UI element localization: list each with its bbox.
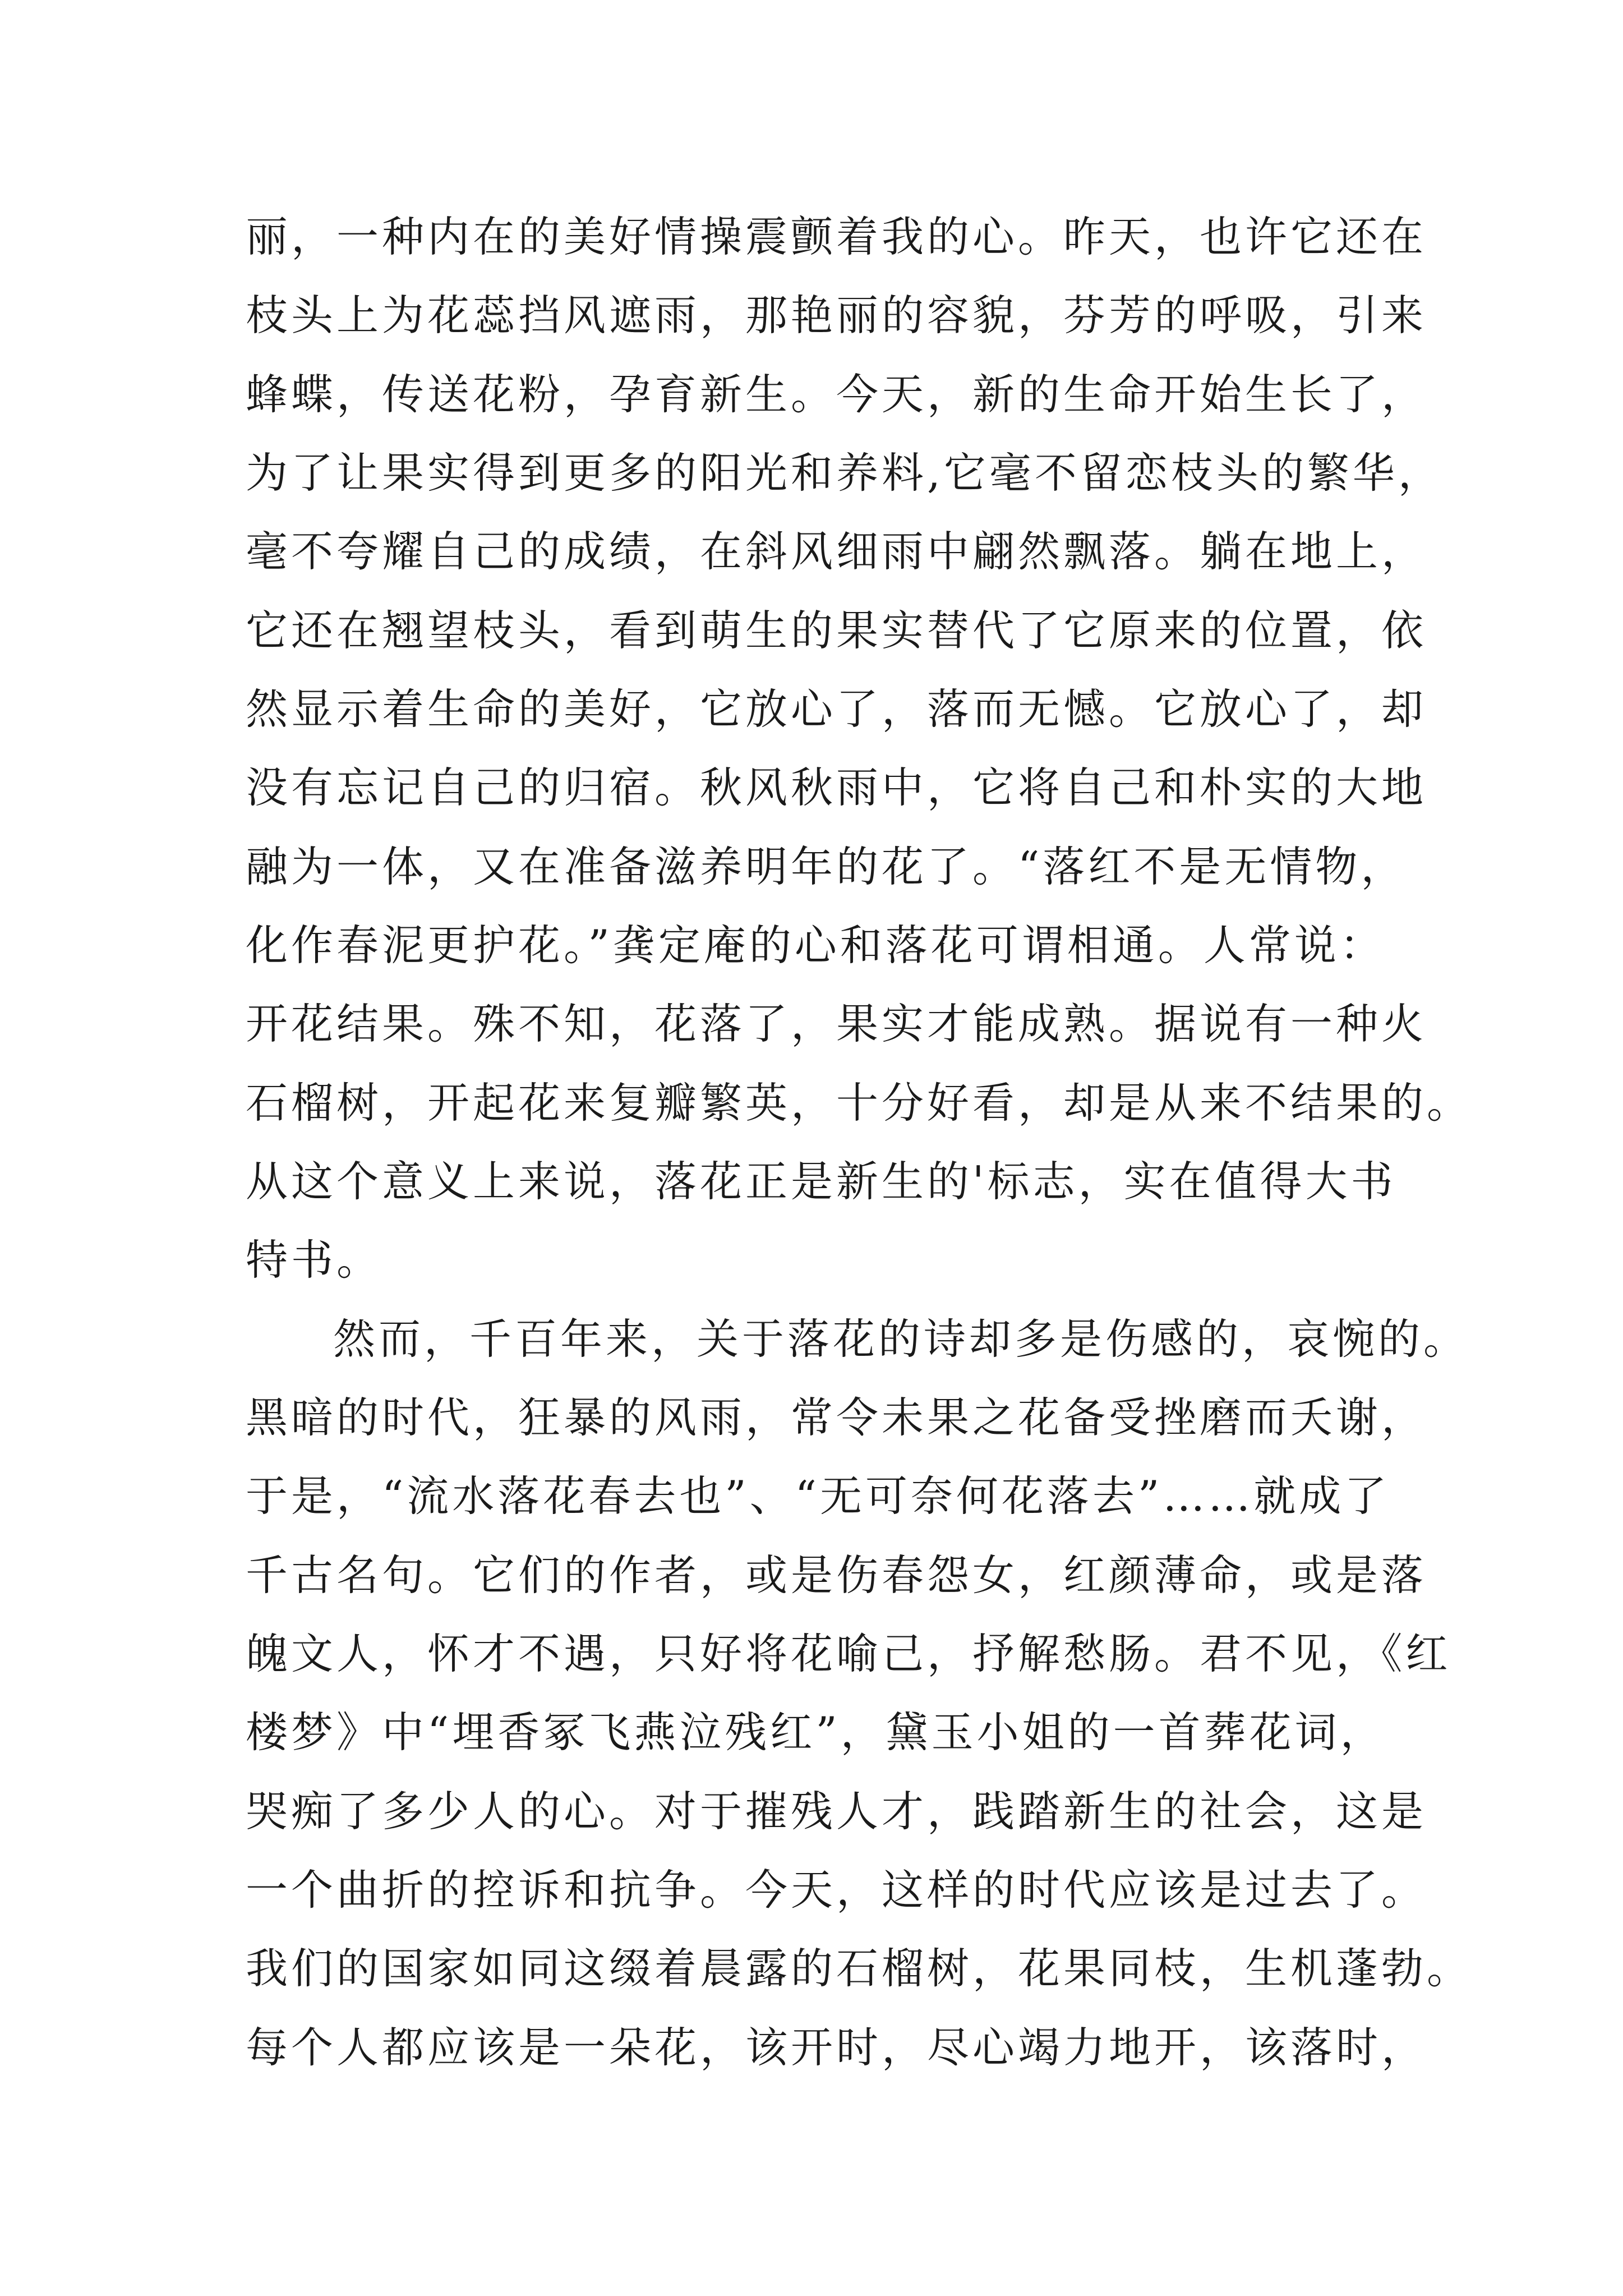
text-line: 魄文人，怀才不遇，只好将花喻己，抒解愁肠。君不见，《红 xyxy=(246,1629,1451,1678)
text-line: 一个曲折的控诉和抗争。今天，这样的时代应该是过去了。 xyxy=(246,1865,1427,1915)
text-line: 没有忘记自己的归宿。秋风秋雨中，它将自己和朴实的大地 xyxy=(246,763,1427,812)
text-line: 枝头上为花蕊挡风遮雨，那艳丽的容貌，芬芳的呼吸，引来 xyxy=(246,291,1427,340)
text-line: 楼梦》中“埋香冢飞燕泣残红”，黛玉小姐的一首葬花词， xyxy=(246,1708,1386,1757)
text-line: 石榴树，开起花来复瓣繁英，十分好看，却是从来不结果的。 xyxy=(246,1078,1473,1128)
text-line: 特书。 xyxy=(246,1235,382,1285)
text-line: 为了让果实得到更多的阳光和养料,它毫不留恋枝头的繁华， xyxy=(246,448,1444,498)
text-line: 丽，一种内在的美好情操震颤着我的心。昨天，也许它还在 xyxy=(246,212,1427,261)
text-line: 毫不夸耀自己的成绩，在斜风细雨中翩然飘落。躺在地上， xyxy=(246,527,1427,576)
paragraph-first-line: 然而，千百年来，关于落花的诗却多是伤感的，哀惋的。 xyxy=(333,1314,1469,1364)
text-line: 每个人都应该是一朵花，该开时，尽心竭力地开，该落时， xyxy=(246,2023,1427,2072)
text-line: 于是，“流水落花春去也”、“无可奈何花落去”……就成了 xyxy=(246,1471,1390,1521)
text-line: 哭痴了多少人的心。对于摧残人才，践踏新生的社会，这是 xyxy=(246,1787,1427,1836)
text-line: 融为一体，又在准备滋养明年的花了。“落红不是无情物， xyxy=(246,842,1407,891)
text-line: 蜂蝶，传送花粉，孕育新生。今天，新的生命开始生长了， xyxy=(246,370,1427,419)
text-line: 千古名句。它们的作者，或是伤春怨女，红颜薄命，或是落 xyxy=(246,1550,1427,1600)
text-line: 我们的国家如同这缀着晨露的石榴树，花果同枝，生机蓬勃。 xyxy=(246,1944,1473,1993)
text-line: 开花结果。殊不知，花落了，果实才能成熟。据说有一种火 xyxy=(246,999,1427,1048)
text-line: 黑暗的时代，狂暴的风雨，常令未果之花备受挫磨而夭谢， xyxy=(246,1393,1427,1442)
text-line: 化作春泥更护花。”龚定庵的心和落花可谓相通。人常说： xyxy=(246,921,1385,970)
text-line: 然显示着生命的美好，它放心了，落而无憾。它放心了，却 xyxy=(246,684,1427,734)
text-line: 从这个意义上来说，落花正是新生的'标志，实在值得大书 xyxy=(246,1157,1396,1206)
text-line: 它还在翘望枝头，看到萌生的果实替代了它原来的位置，依 xyxy=(246,606,1427,655)
